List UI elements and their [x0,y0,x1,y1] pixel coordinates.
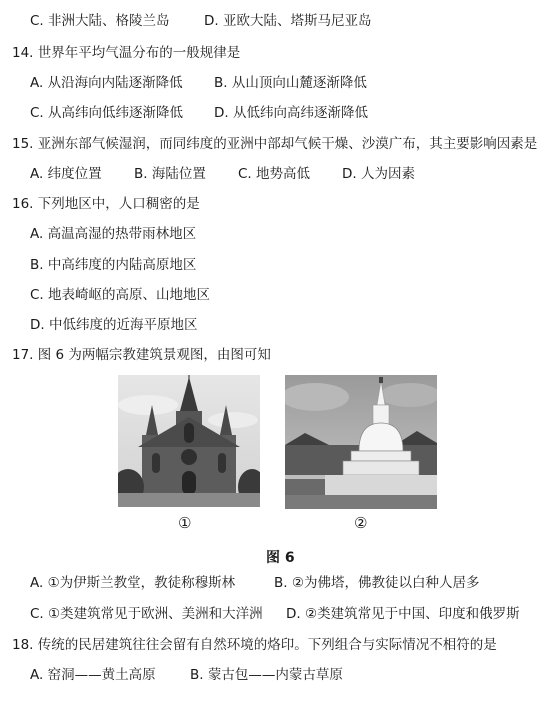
q15-option-b: B. 海陆位置 [134,166,206,182]
q17-option-c: C. ①类建筑常见于欧洲、美洲和大洋洲 [30,606,263,622]
q14-options-row-1 [30,74,367,92]
q13-options-row [30,12,371,30]
q15-option-c: C. 地势高低 [238,166,311,182]
q16-option-a: A. 高温高湿的热带雨林地区 [30,226,197,242]
q15-stem: 15. 亚洲东部气候湿润，而同纬度的亚洲中部却气候干燥、沙漠广布，其主要影响因素是 [12,136,538,152]
q14-option-b: B. 从山顶向山麓逐渐降低 [214,75,367,91]
q17-options-row-2 [30,605,520,623]
q15-option-a: A. 纬度位置 [30,166,102,182]
figure-2-stupa-photo [285,375,437,509]
figure-2-label: ② [354,514,368,532]
q18-options-row [30,666,343,684]
q17-option-d: D. ②类建筑常见于中国、印度和俄罗斯 [286,606,520,622]
q17-option-a: A. ①为伊斯兰教堂，教徒称穆斯林 [30,575,236,591]
figure-1-label: ① [178,514,192,532]
q14-options-row-2 [30,104,368,122]
q17-option-b: B. ②为佛塔，佛教徒以白种人居多 [274,575,480,591]
q16-option-d: D. 中低纬度的近海平原地区 [30,317,198,333]
q14-stem: 14. 世界年平均气温分布的一般规律是 [12,45,241,61]
q15-option-d: D. 人为因素 [342,166,415,182]
q17-stem: 17. 图 6 为两幅宗教建筑景观图，由图可知 [12,347,271,363]
q15-options-row [30,165,415,183]
figure-1-church-photo [118,375,260,507]
q17-options-row-1 [30,574,479,592]
q18-stem: 18. 传统的民居建筑往往会留有自然环境的烙印。下列组合与实际情况不相符的是 [12,637,497,653]
q13-option-d: D. 亚欧大陆、塔斯马尼亚岛 [204,13,372,29]
q14-option-c: C. 从高纬向低纬逐渐降低 [30,105,184,121]
q18-option-b: B. 蒙古包——内蒙古草原 [190,667,343,683]
q16-option-b: B. 中高纬度的内陆高原地区 [30,257,197,273]
q18-option-a: A. 窑洞——黄土高原 [30,667,156,683]
q16-stem: 16. 下列地区中，人口稠密的是 [12,196,200,212]
figure-caption: 图 6 [266,550,295,566]
q13-option-c: C. 非洲大陆、格陵兰岛 [30,13,170,29]
q14-option-a: A. 从沿海向内陆逐渐降低 [30,75,183,91]
q14-option-d: D. 从低纬向高纬逐渐降低 [214,105,368,121]
q16-option-c: C. 地表崎岖的高原、山地地区 [30,287,211,303]
